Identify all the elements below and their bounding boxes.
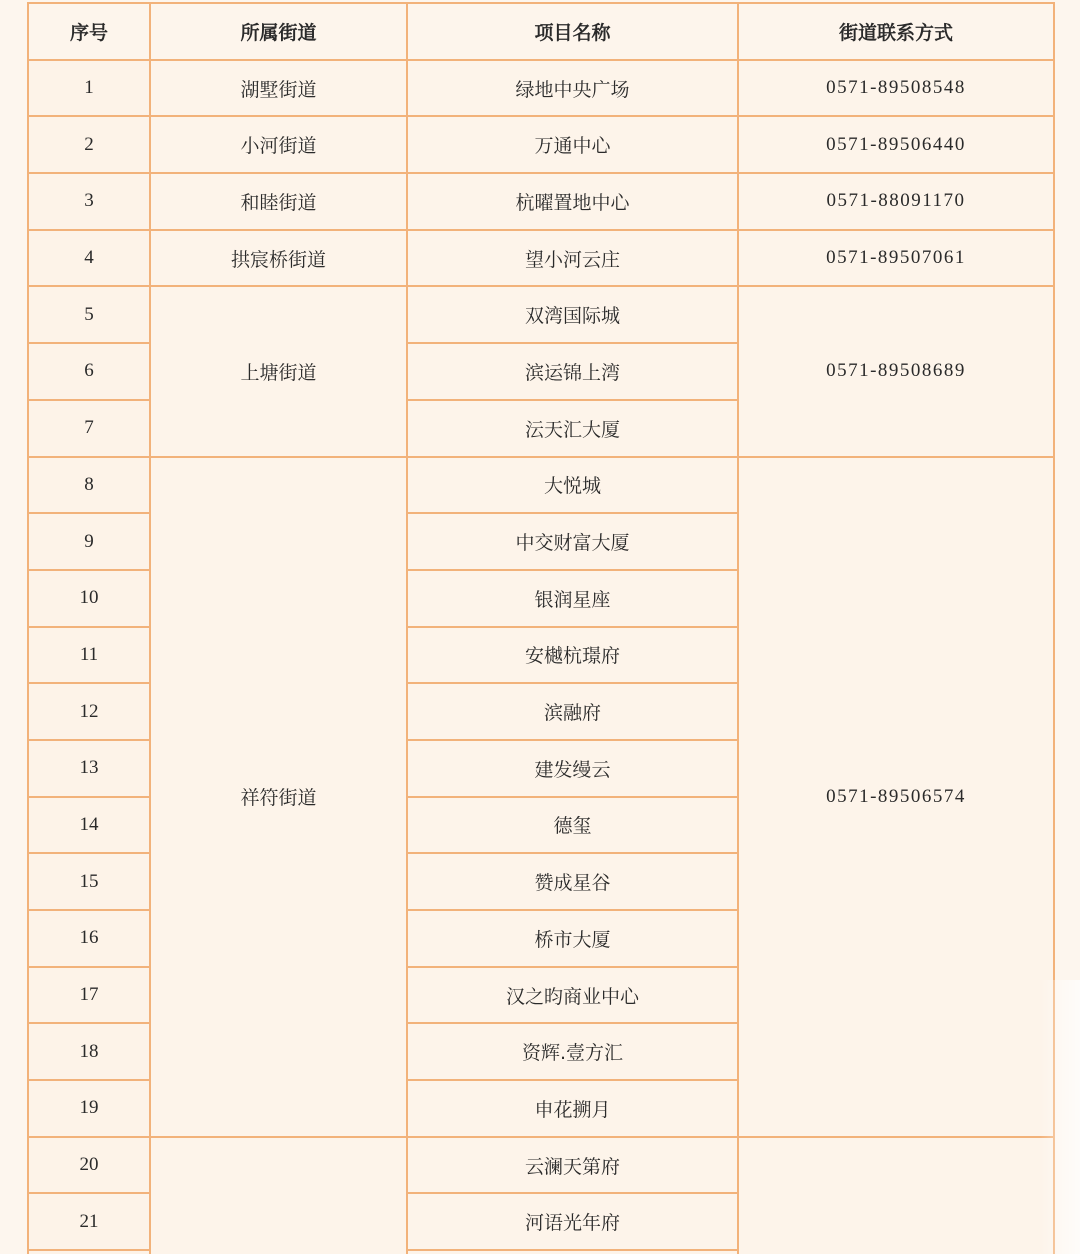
row-index: 16 — [28, 910, 150, 967]
row-street: 拱宸桥街道 — [150, 230, 407, 287]
header-street: 所属街道 — [150, 3, 407, 60]
row-project: 万通中心 — [407, 116, 738, 173]
table-row — [28, 230, 1054, 287]
row-index: 21 — [28, 1193, 150, 1250]
row-index: 12 — [28, 683, 150, 740]
row-phone: 0571-89507061 — [738, 230, 1054, 287]
row-phone: 0571-89506440 — [738, 116, 1054, 173]
row-project: 绿地中央广场 — [407, 60, 738, 117]
row-index: 5 — [28, 286, 150, 343]
row-index: 11 — [28, 627, 150, 684]
row-index: 15 — [28, 853, 150, 910]
row-index: 18 — [28, 1023, 150, 1080]
header-contact: 街道联系方式 — [738, 3, 1054, 60]
table-row — [28, 60, 1054, 117]
row-index: 9 — [28, 513, 150, 570]
row-street-merged: 祥符街道 — [150, 457, 407, 1137]
row-project: 资辉.壹方汇 — [407, 1023, 738, 1080]
table-row — [28, 457, 1054, 514]
row-project: 桥市大厦 — [407, 910, 738, 967]
row-project: 杭曜置地中心 — [407, 173, 738, 230]
row-project: 赞成星谷 — [407, 853, 738, 910]
row-project: 大悦城 — [407, 457, 738, 514]
row-project: 双湾国际城 — [407, 286, 738, 343]
row-phone-merged: 0571-89506574 — [738, 457, 1054, 1137]
row-project: 中交财富大厦 — [407, 513, 738, 570]
row-index: 2 — [28, 116, 150, 173]
row-index: 6 — [28, 343, 150, 400]
row-street-merged — [150, 1137, 407, 1254]
header-index: 序号 — [28, 3, 150, 60]
row-street: 和睦街道 — [150, 173, 407, 230]
row-phone: 0571-89508548 — [738, 60, 1054, 117]
row-index: 4 — [28, 230, 150, 287]
row-index: 20 — [28, 1137, 150, 1194]
table-row — [28, 1137, 1054, 1194]
row-project: 德玺 — [407, 797, 738, 854]
row-index: 10 — [28, 570, 150, 627]
row-project: 滨融府 — [407, 683, 738, 740]
row-project: 申花搠月 — [407, 1080, 738, 1137]
row-index — [28, 1250, 150, 1254]
row-project — [407, 1250, 738, 1254]
row-index: 13 — [28, 740, 150, 797]
row-index: 1 — [28, 60, 150, 117]
row-phone-merged — [738, 1137, 1054, 1254]
header-project: 项目名称 — [407, 3, 738, 60]
row-index: 17 — [28, 967, 150, 1024]
row-project: 汉之昀商业中心 — [407, 967, 738, 1024]
row-project: 云澜天第府 — [407, 1137, 738, 1194]
row-index: 14 — [28, 797, 150, 854]
row-project: 河语光年府 — [407, 1193, 738, 1250]
row-phone: 0571-88091170 — [738, 173, 1054, 230]
row-street-merged: 上塘街道 — [150, 286, 407, 456]
row-index: 7 — [28, 400, 150, 457]
row-project: 望小河云庄 — [407, 230, 738, 287]
table-row — [28, 173, 1054, 230]
row-project: 滨运锦上湾 — [407, 343, 738, 400]
row-index: 19 — [28, 1080, 150, 1137]
row-project: 沄天汇大厦 — [407, 400, 738, 457]
row-phone-merged: 0571-89508689 — [738, 286, 1054, 456]
project-contact-table — [27, 2, 1055, 1254]
row-street: 湖墅街道 — [150, 60, 407, 117]
row-project: 银润星座 — [407, 570, 738, 627]
edge-glare — [1040, 980, 1080, 1254]
row-index: 3 — [28, 173, 150, 230]
table-header-row — [28, 3, 1054, 60]
row-street: 小河街道 — [150, 116, 407, 173]
row-project: 建发缦云 — [407, 740, 738, 797]
table-row — [28, 286, 1054, 343]
table-row — [28, 116, 1054, 173]
row-project: 安樾杭璟府 — [407, 627, 738, 684]
row-index: 8 — [28, 457, 150, 514]
